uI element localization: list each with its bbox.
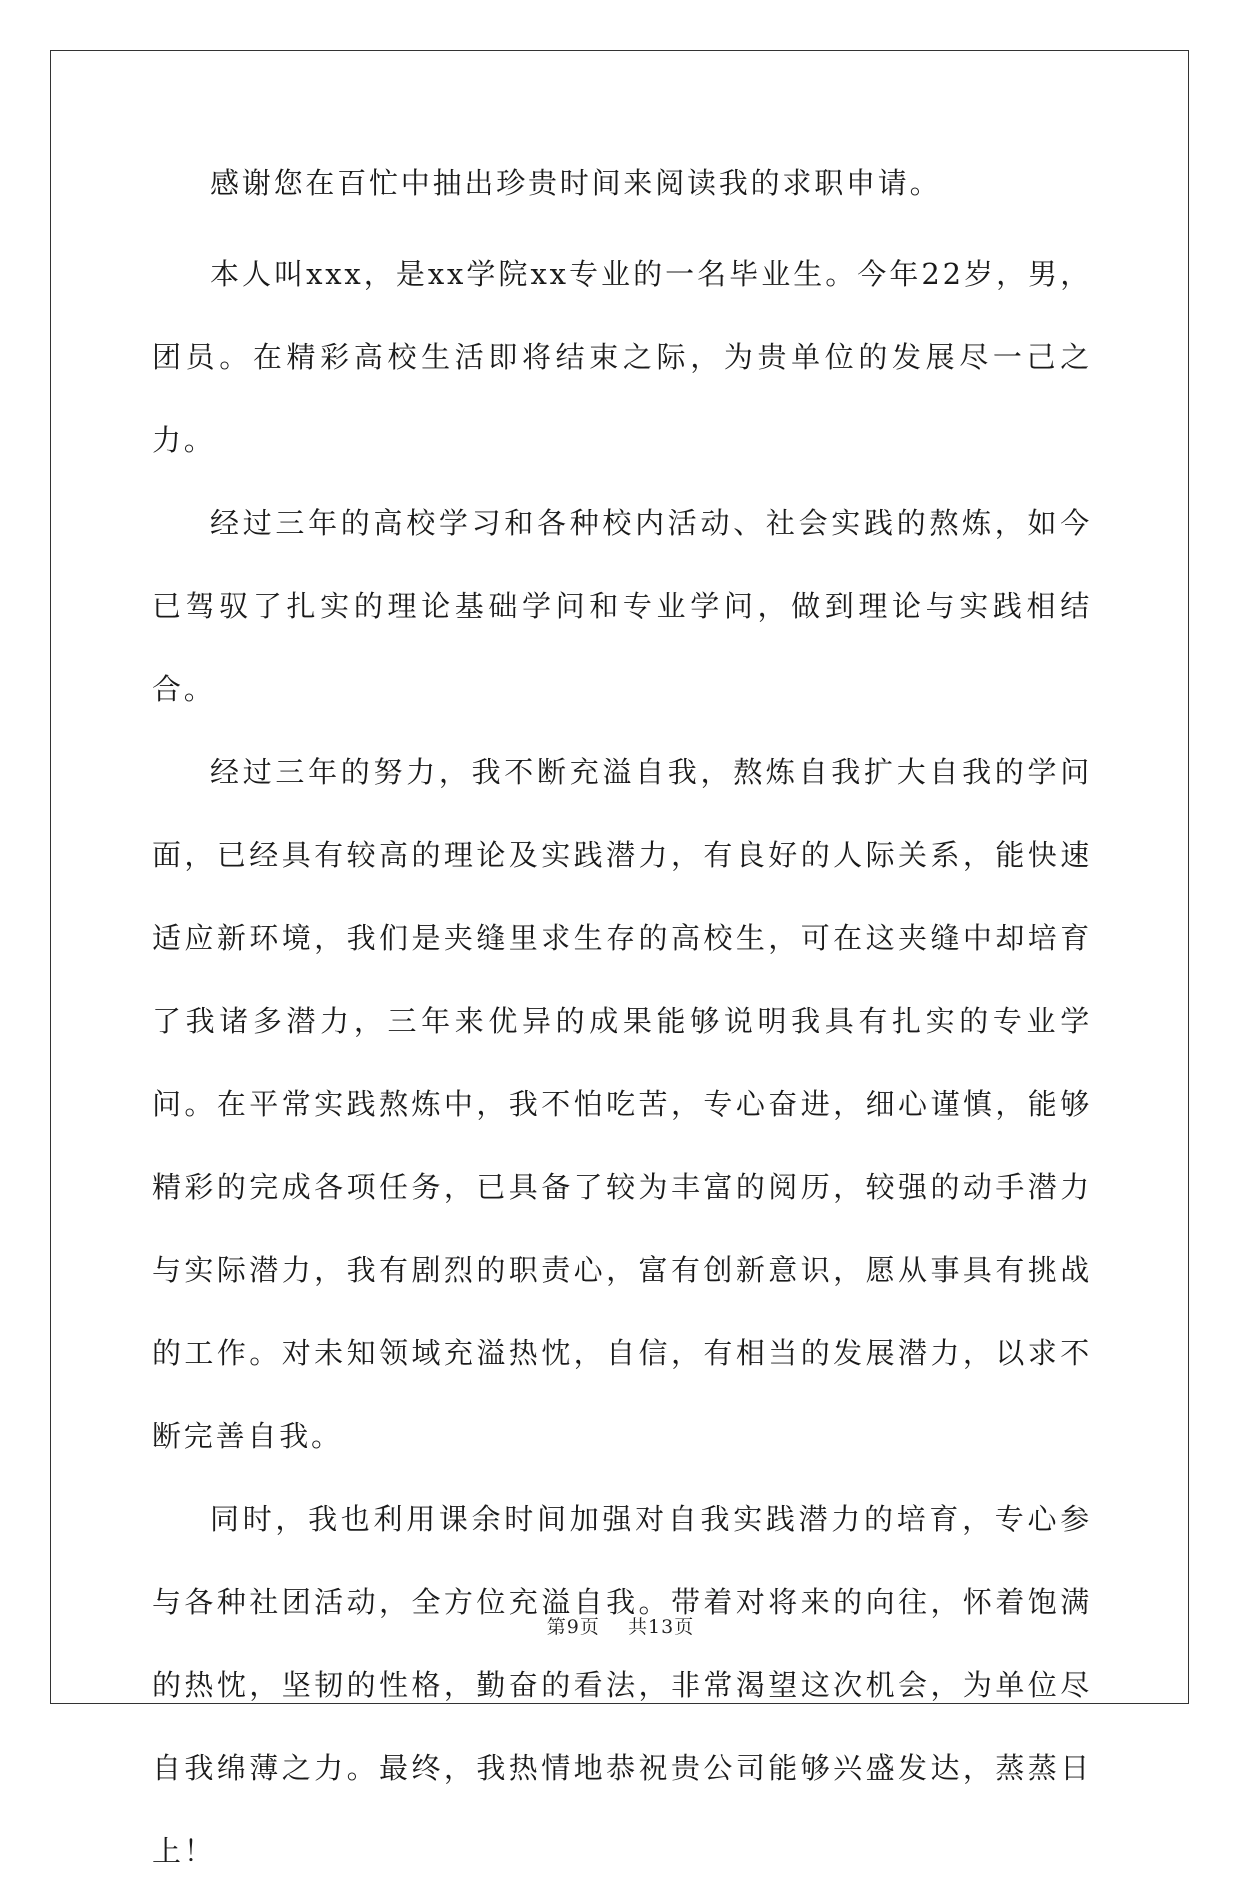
paragraph-abilities: 经过三年的努力，我不断充溢自我，熬炼自我扩大自我的学问面，已经具有较高的理论及实践潜力，有良好的人际关系，能快速适应新环境，我们是夹缝里求生存的高校生，可在这夹缝中却培育了我诸多潜力，三年来优异的成果能够说明我具有扎实的专业学问。在平常实践熬炼中，我不怕吃苦，专心奋进，细心谨慎，能够精彩的完成各项任务，已具备了较为丰富的阅历，较强的动手潜力与实际潜力，我有剧烈的职责心，富有创新意识，愿从事具有挑战的工作。对未知领域充溢热忱，自信，有相当的发展潜力，以求不断完善自我。	[152, 755, 1092, 1453]
page-footer	[0, 1612, 1241, 1639]
paragraph-closing: 同时，我也利用课余时间加强对自我实践潜力的培育，专心参与各种社团活动，全方位充溢自我。带着对将来的向往，怀着饱满的热忱，坚韧的性格，勤奋的看法，非常渴望这次机会，为单位尽自我绵薄之力。最终，我热情地恭祝贵公司能够兴盛发达，蒸蒸日上！	[152, 1502, 1092, 1868]
page-number: 第9页 共13页	[546, 1616, 695, 1638]
paragraph-greeting: 感谢您在百忙中抽出珍贵时间来阅读我的求职申请。	[210, 166, 942, 200]
paragraph-intro: 本人叫xxx，是xx学院xx专业的一名毕业生。今年22岁，男，团员。在精彩高校生活即将结束之际，为贵单位的发展尽一己之力。	[152, 257, 1092, 457]
paragraph-education: 经过三年的高校学习和各种校内活动、社会实践的熬炼，如今已驾驭了扎实的理论基础学问和专业学问，做到理论与实践相结合。	[152, 506, 1092, 706]
